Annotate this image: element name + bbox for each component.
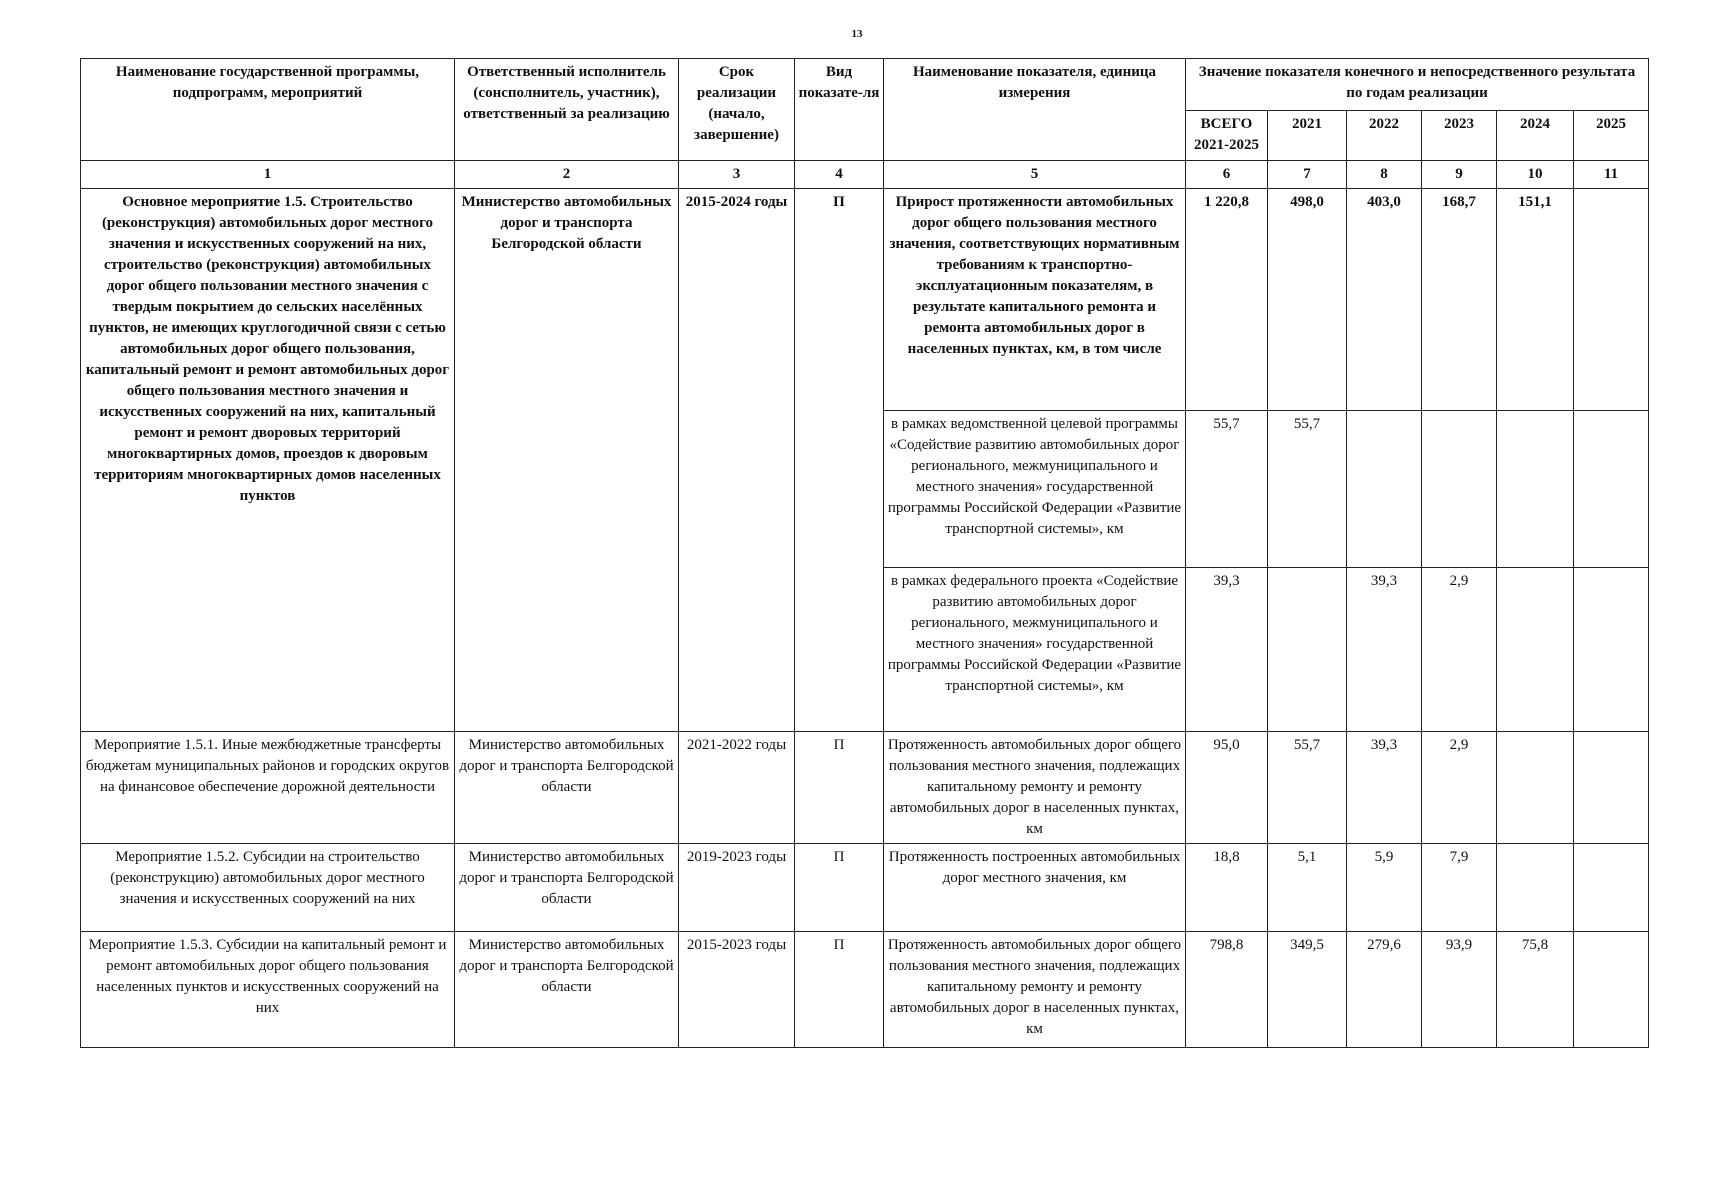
value-2023: 93,9 (1422, 932, 1497, 1048)
indicator-name: Протяженность автомобильных дорог общего пользования местного значения, подлежащих капитальному ремонту и ремонту автомобильных дорог в населенных пунктах, км (884, 932, 1186, 1048)
value-2024: 151,1 (1497, 189, 1574, 411)
indicator-name: Протяженность автомобильных дорог общего пользования местного значения, подлежащих капитальному ремонту и ремонту автомобильных дорог в населенных пунктах, км (884, 732, 1186, 844)
value-2024 (1497, 568, 1574, 732)
column-numbers-row (81, 161, 1649, 189)
value-2022: 39,3 (1347, 732, 1422, 844)
table-row-sub-activity (81, 844, 1649, 932)
value-2025 (1574, 932, 1649, 1048)
value-total: 55,7 (1186, 411, 1268, 568)
header-total: ВСЕГО 2021-2025 (1186, 111, 1268, 161)
value-2024 (1497, 844, 1574, 932)
column-number: 8 (1347, 161, 1422, 189)
header-indicator: Наименование показателя, единица измерения (884, 59, 1186, 161)
header-executor: Ответственный исполнитель (сонсполнитель, участник), ответственный за реализацию (455, 59, 679, 161)
indicator-name: Протяженность построенных автомобильных дорог местного значения, км (884, 844, 1186, 932)
header-year: 2025 (1574, 111, 1649, 161)
value-2021: 55,7 (1268, 732, 1347, 844)
header-year: 2024 (1497, 111, 1574, 161)
value-2025 (1574, 411, 1649, 568)
column-number: 7 (1268, 161, 1347, 189)
value-2021: 55,7 (1268, 411, 1347, 568)
indicators-table (80, 58, 1649, 1048)
sub-activity-executor: Министерство автомобильных дорог и транспорта Белгородской области (455, 844, 679, 932)
main-activity-executor: Министерство автомобильных дорог и транспорта Белгородской области (455, 189, 679, 732)
sub-activity-term: 2021-2022 годы (679, 732, 795, 844)
value-2023: 168,7 (1422, 189, 1497, 411)
value-2025 (1574, 189, 1649, 411)
value-2024 (1497, 411, 1574, 568)
header-values-group: Значение показателя конечного и непосредственного результата по годам реализации (1186, 59, 1649, 111)
value-2023: 2,9 (1422, 568, 1497, 732)
value-2024: 75,8 (1497, 932, 1574, 1048)
sub-activity-kind: П (795, 844, 884, 932)
column-number: 6 (1186, 161, 1268, 189)
column-number: 4 (795, 161, 884, 189)
value-2022 (1347, 411, 1422, 568)
column-number: 5 (884, 161, 1186, 189)
value-total: 18,8 (1186, 844, 1268, 932)
indicator-name: в рамках ведомственной целевой программы «Содействие развитию автомобильных дорог регионального, межмуниципального и местного значения» государственной программы Российской Федерации «Развитие транспортной системы», км (884, 411, 1186, 568)
sub-activity-name: Мероприятие 1.5.3. Субсидии на капитальный ремонт и ремонт автомобильных дорог общего пользования населенных пунктов и искусственных сооружений на них (81, 932, 455, 1048)
value-2021: 5,1 (1268, 844, 1347, 932)
column-number: 2 (455, 161, 679, 189)
header-kind: Вид показате-ля (795, 59, 884, 161)
value-2025 (1574, 844, 1649, 932)
value-2023: 2,9 (1422, 732, 1497, 844)
main-activity-name: Основное мероприятие 1.5. Строительство (реконструкция) автомобильных дорог местного значения и искусственных сооружений на них, строительство (реконструкция) автомобильных дорог общего пользовании местного значения с твердым покрытием до сельских населённых пунктов, не имеющих круглогодичной связи с сетью автомобильных дорог общего пользования, капитальный ремонт и ремонт автомобильных дорог общего пользования местного значения и искусственных сооружений на них, капитальный ремонт и ремонт дворовых территорий многоквартирных домов, проездов к дворовым территориям многоквартирных домов населенных пунктов (81, 189, 455, 732)
column-number: 10 (1497, 161, 1574, 189)
table-row-sub-activity (81, 732, 1649, 844)
sub-activity-name: Мероприятие 1.5.1. Иные межбюджетные трансферты бюджетам муниципальных районов и городских округов на финансовое обеспечение дорожной деятельности (81, 732, 455, 844)
sub-activity-term: 2015-2023 годы (679, 932, 795, 1048)
indicator-name: в рамках федерального проекта «Содействие развитию автомобильных дорог регионального, межмуниципального и местного значения» государственной программы Российской Федерации «Развитие транспортной системы», км (884, 568, 1186, 732)
value-total: 95,0 (1186, 732, 1268, 844)
indicator-name: Прирост протяженности автомобильных дорог общего пользования местного значения, соответствующих нормативным требованиям к транспортно-эксплуатационным показателям, в результате капитального ремонта и ремонта автомобильных дорог в населенных пунктах, км, в том числе (884, 189, 1186, 411)
header-year: 2023 (1422, 111, 1497, 161)
value-2021: 349,5 (1268, 932, 1347, 1048)
value-2025 (1574, 732, 1649, 844)
value-2022: 39,3 (1347, 568, 1422, 732)
header-year: 2021 (1268, 111, 1347, 161)
sub-activity-kind: П (795, 932, 884, 1048)
table-row-main-activity (81, 189, 1649, 411)
value-2022: 5,9 (1347, 844, 1422, 932)
sub-activity-kind: П (795, 732, 884, 844)
sub-activity-executor: Министерство автомобильных дорог и транспорта Белгородской области (455, 732, 679, 844)
sub-activity-executor: Министерство автомобильных дорог и транспорта Белгородской области (455, 932, 679, 1048)
value-total: 39,3 (1186, 568, 1268, 732)
value-2024 (1497, 732, 1574, 844)
sub-activity-term: 2019-2023 годы (679, 844, 795, 932)
value-total: 798,8 (1186, 932, 1268, 1048)
header-term: Срок реализации (начало, завершение) (679, 59, 795, 161)
value-2023 (1422, 411, 1497, 568)
column-number: 9 (1422, 161, 1497, 189)
main-activity-term: 2015-2024 годы (679, 189, 795, 732)
value-2021: 498,0 (1268, 189, 1347, 411)
header-year: 2022 (1347, 111, 1422, 161)
table-row-sub-activity (81, 932, 1649, 1048)
value-2022: 279,6 (1347, 932, 1422, 1048)
value-2022: 403,0 (1347, 189, 1422, 411)
value-2023: 7,9 (1422, 844, 1497, 932)
value-2025 (1574, 568, 1649, 732)
header-name: Наименование государственной программы, подпрограмм, мероприятий (81, 59, 455, 161)
column-number: 11 (1574, 161, 1649, 189)
column-number: 3 (679, 161, 795, 189)
sub-activity-name: Мероприятие 1.5.2. Субсидии на строительство (реконструкцию) автомобильных дорог местного значения и искусственных сооружений на них (81, 844, 455, 932)
value-2021 (1268, 568, 1347, 732)
main-activity-kind: П (795, 189, 884, 732)
value-total: 1 220,8 (1186, 189, 1268, 411)
column-number: 1 (81, 161, 455, 189)
page-number: 13 (851, 28, 863, 40)
header-row-top (81, 59, 1649, 111)
